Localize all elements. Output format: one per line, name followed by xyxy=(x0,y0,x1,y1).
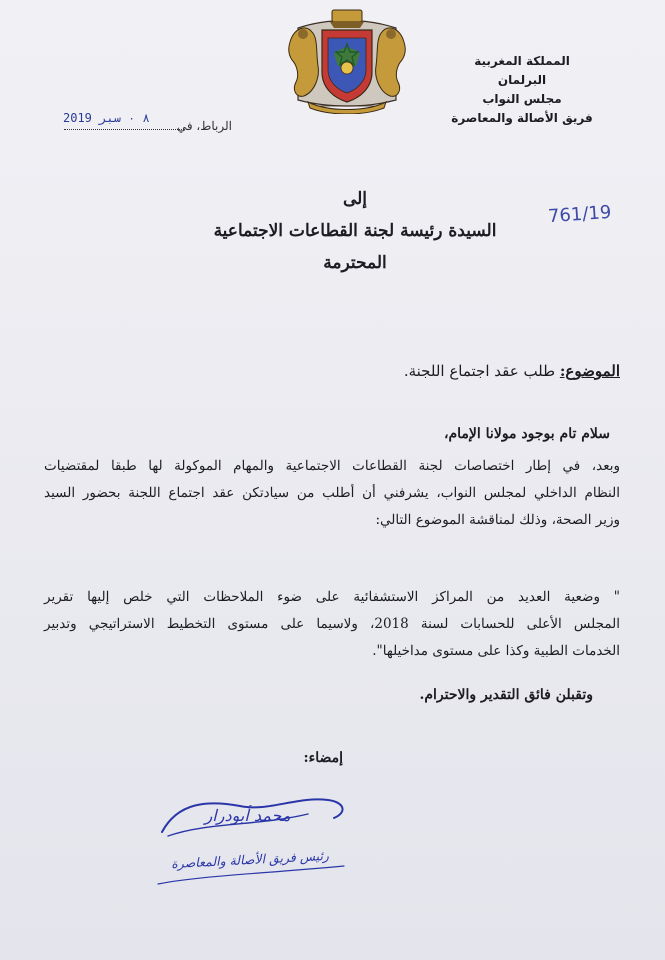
organization-header xyxy=(447,52,597,128)
subject-line xyxy=(404,362,620,380)
body-paragraph-2 xyxy=(44,584,620,665)
date-stamp: 2019 ٨ ٠ سبر xyxy=(63,111,150,125)
reference-note: 761/19 xyxy=(547,201,612,228)
paragraph-line: وبعد، في إطار اختصاصات لجنة القطاعات الاجتماعية والمهام الموكولة لها طبقا لمقتضيات xyxy=(44,458,620,474)
greeting: سلام تام بوجود مولانا الإمام، xyxy=(443,426,610,442)
signatory-name: محمد أبودرار xyxy=(204,806,291,825)
place-label: الرباط، في xyxy=(176,119,232,133)
recipient-block xyxy=(140,183,570,279)
recipient-addressee: السيدة رئيسة لجنة القطاعات الاجتماعية xyxy=(213,221,497,241)
date-dotted-line xyxy=(64,125,184,130)
org-line: مجلس النواب xyxy=(482,92,562,106)
org-line: المملكة المغربية xyxy=(474,54,570,68)
paragraph-line: الخدمات الطبية وكذا على مستوى مداخيلها". xyxy=(372,643,620,659)
paragraph-line: النظام الداخلي لمجلس النواب، يشرفني أن أطلب من سيادتكن عقد اجتماع اللجنة بحضور السيد xyxy=(44,485,620,501)
body-paragraph-1 xyxy=(44,453,620,534)
date-line xyxy=(60,111,240,137)
subject-text: طلب عقد اجتماع اللجنة. xyxy=(403,362,556,380)
recipient-to: إلى xyxy=(342,189,368,209)
signature-label: إمضاء: xyxy=(303,750,343,766)
org-line: فريق الأصالة والمعاصرة xyxy=(451,111,593,125)
subject-label: الموضوع: xyxy=(559,362,620,380)
closing-line: وتقبلن فائق التقدير والاحترام. xyxy=(419,687,593,703)
royal-crest-emblem xyxy=(288,8,406,114)
org-line: البرلمان xyxy=(497,73,547,87)
recipient-honorific: المحترمة xyxy=(323,253,387,273)
paragraph-line: المجلس الأعلى للحسابات لسنة 2018، ولاسيما على مستوى التخطيط الاستراتيجي وتدبير xyxy=(44,616,620,632)
paragraph-line: وزير الصحة، وذلك لمناقشة الموضوع التالي: xyxy=(375,512,620,528)
signatory-title: رئيس فريق الأصالة والمعاصرة xyxy=(170,847,330,872)
paragraph-line: " وضعية العديد من المراكز الاستشفائية على ضوء الملاحظات التي خلص إليها تقرير xyxy=(44,589,620,605)
